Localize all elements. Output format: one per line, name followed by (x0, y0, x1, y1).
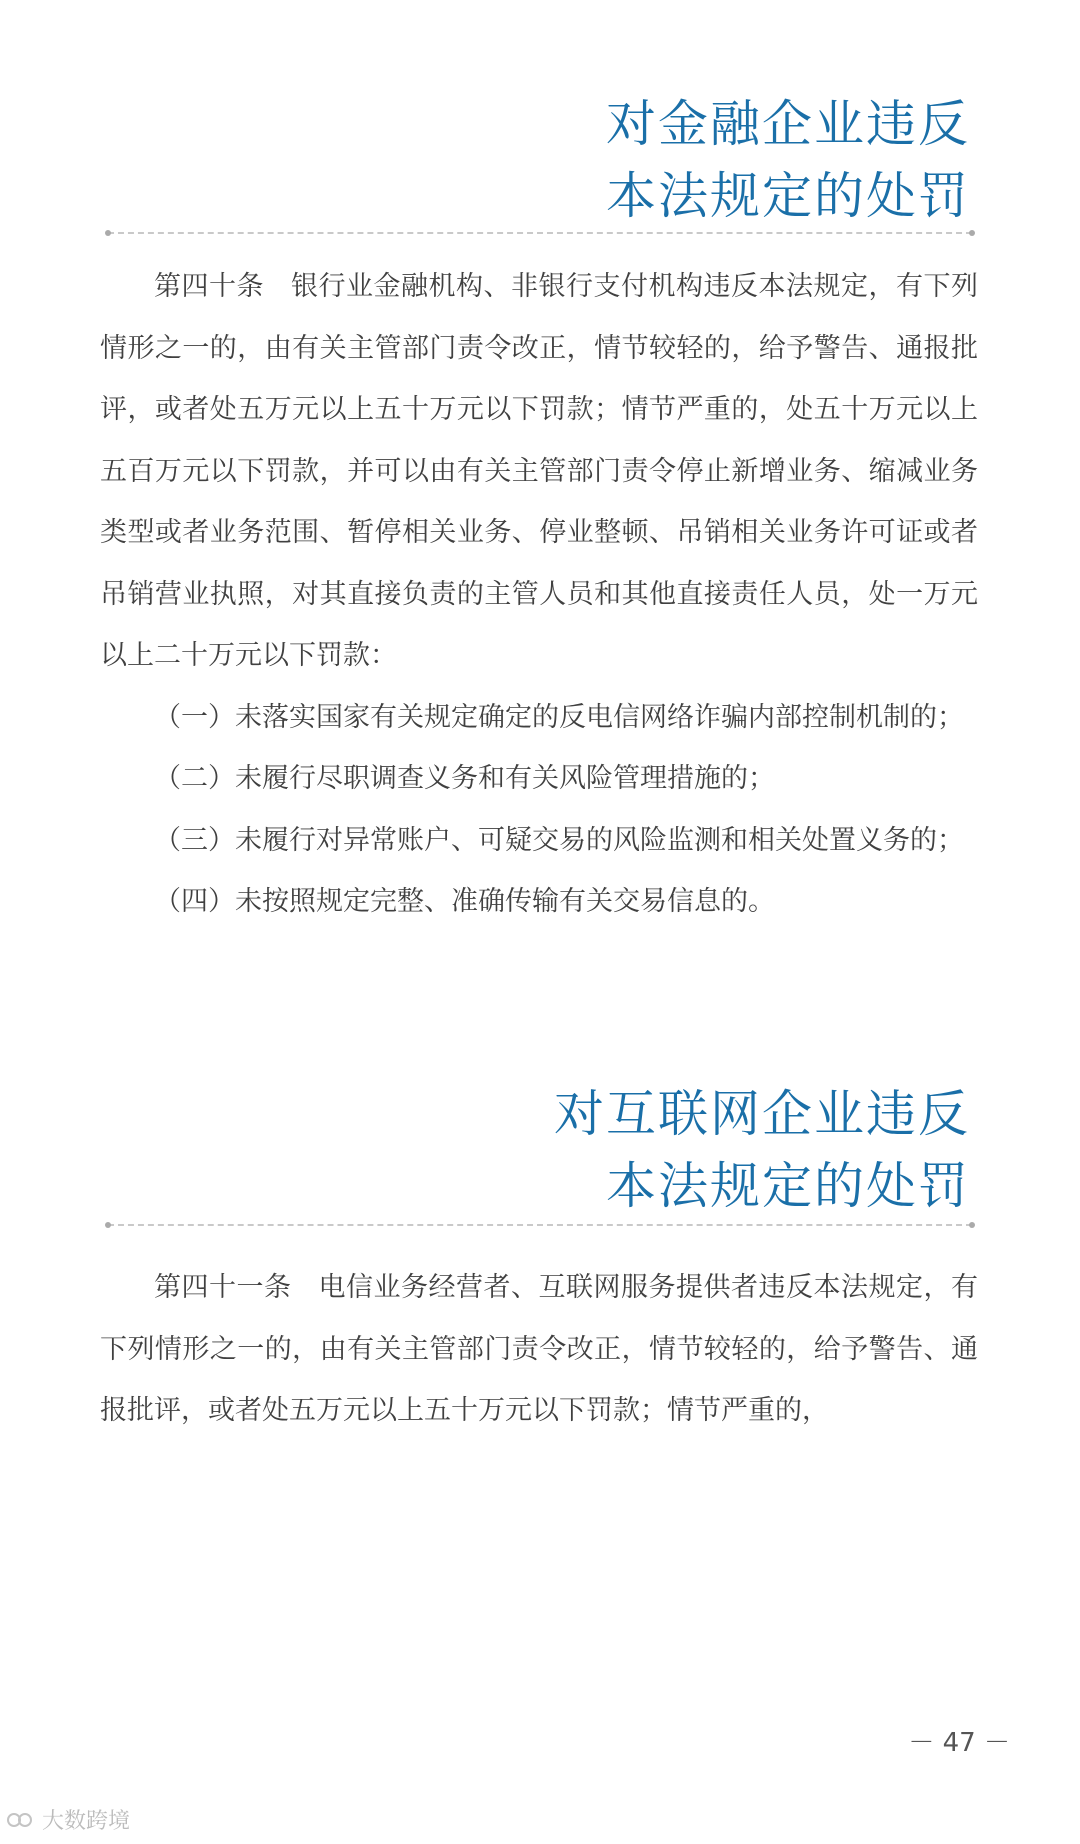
article-40 (100, 256, 978, 933)
watermark-logo-icon (6, 1808, 36, 1832)
watermark (6, 1804, 130, 1835)
article-text: 电信业务经营者、互联网服务提供者违反本法规定，有下列情形之一的，由有关主管部门责令改正，情节较轻的，给予警告、通报批评，或者处五万元以上五十万元以下罚款；情节严重的， (100, 1272, 978, 1426)
article-text: 银行业金融机构、非银行支付机构违反本法规定，有下列情形之一的，由有关主管部门责令改正，情节较轻的，给予警告、通报批评，或者处五万元以上五十万元以下罚款；情节严重的，处五十万元以上五百万元以下罚款，并可以由有关主管部门责令停止新增业务、缩减业务类型或者业务范围、暂停相关业务、停业整顿、吊销相关业务许可证或者吊销营业执照，对其直接负责的主管人员和其他直接责任人员，处一万元以上二十万元以下罚款： (100, 271, 978, 671)
article-40-paragraph (100, 256, 978, 687)
divider-dot-left (105, 1222, 111, 1228)
article-number: 第四十一条 (154, 1272, 292, 1303)
article-item-4: （四）未按照规定完整、准确传输有关交易信息的。 (154, 886, 775, 917)
watermark-text: 大数跨境 (42, 1809, 131, 1834)
divider-dot-right (969, 1222, 975, 1228)
section-divider (108, 232, 972, 234)
section-title-line-2: 本法规定的处罚 (606, 167, 970, 225)
section-title-line-2: 本法规定的处罚 (606, 1157, 970, 1215)
divider-dot-left (105, 230, 111, 236)
page-number: － 47 － (908, 1728, 1010, 1758)
divider-dot-right (969, 230, 975, 236)
section-divider (108, 1224, 972, 1226)
section-title-financial (606, 88, 970, 232)
article-item-3: （三）未履行对异常账户、可疑交易的风险监测和相关处置义务的； (154, 824, 964, 856)
section-title-internet (554, 1078, 970, 1222)
section-title-line-1: 对互联网企业违反 (554, 1085, 970, 1143)
article-41 (100, 1257, 978, 1442)
article-number: 第四十条 (154, 271, 264, 302)
section-title-line-1: 对金融企业违反 (606, 95, 970, 153)
article-item-2: （二）未履行尽职调查义务和有关风险管理措施的； (154, 763, 775, 794)
article-item-1: （一）未落实国家有关规定确定的反电信网络诈骗内部控制机制的； (154, 701, 964, 733)
article-41-paragraph (100, 1257, 978, 1442)
